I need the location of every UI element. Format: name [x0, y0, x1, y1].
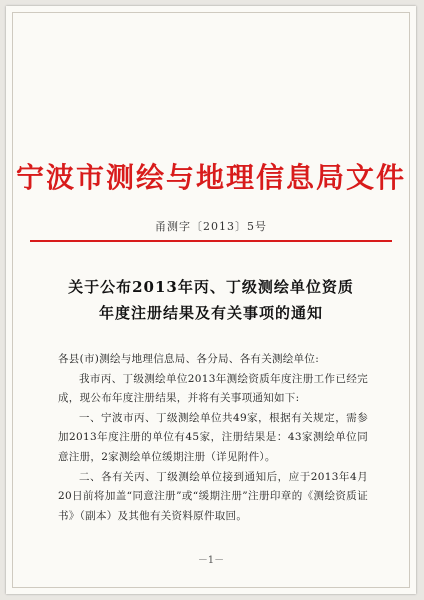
notice-subject: [6, 274, 416, 326]
salutation: 各县(市)测绘与地理信息局、各分局、各有关测绘单位:: [58, 353, 320, 365]
document-page: [6, 6, 416, 594]
red-separator-line: [30, 240, 392, 242]
subject-line-2: 年度注册结果及有关事项的通知: [98, 304, 323, 322]
document-number: 甬测字〔2013〕5号: [155, 220, 267, 233]
item-2-paragraph: 二、各有关丙、丁级测绘单位接到通知后，应于2013年4月20日前将加盖“同意注册”或“缓期注册”注册印章的《测绘资质证书》（副本）及其他有关资料原件取回。: [58, 470, 368, 522]
document-header-title: 宁波市测绘与地理信息局文件: [15, 161, 406, 194]
page-number: －1－: [197, 555, 225, 566]
subject-line-1: 关于公布2013年丙、丁级测绘单位资质: [68, 278, 354, 296]
item-1-paragraph: 一、宁波市丙、丁级测绘单位共49家，根据有关规定，需参加2013年度注册的单位有45家，注册结果是：43家测绘单位同意注册，2家测绘单位缓期注册（详见附件）。: [58, 411, 368, 463]
intro-paragraph: 我市丙、丁级测绘单位2013年测绘资质年度注册工作已经完成，现公布年度注册结果，并将有关事项通知如下:: [58, 372, 368, 405]
notice-body: [58, 350, 368, 526]
